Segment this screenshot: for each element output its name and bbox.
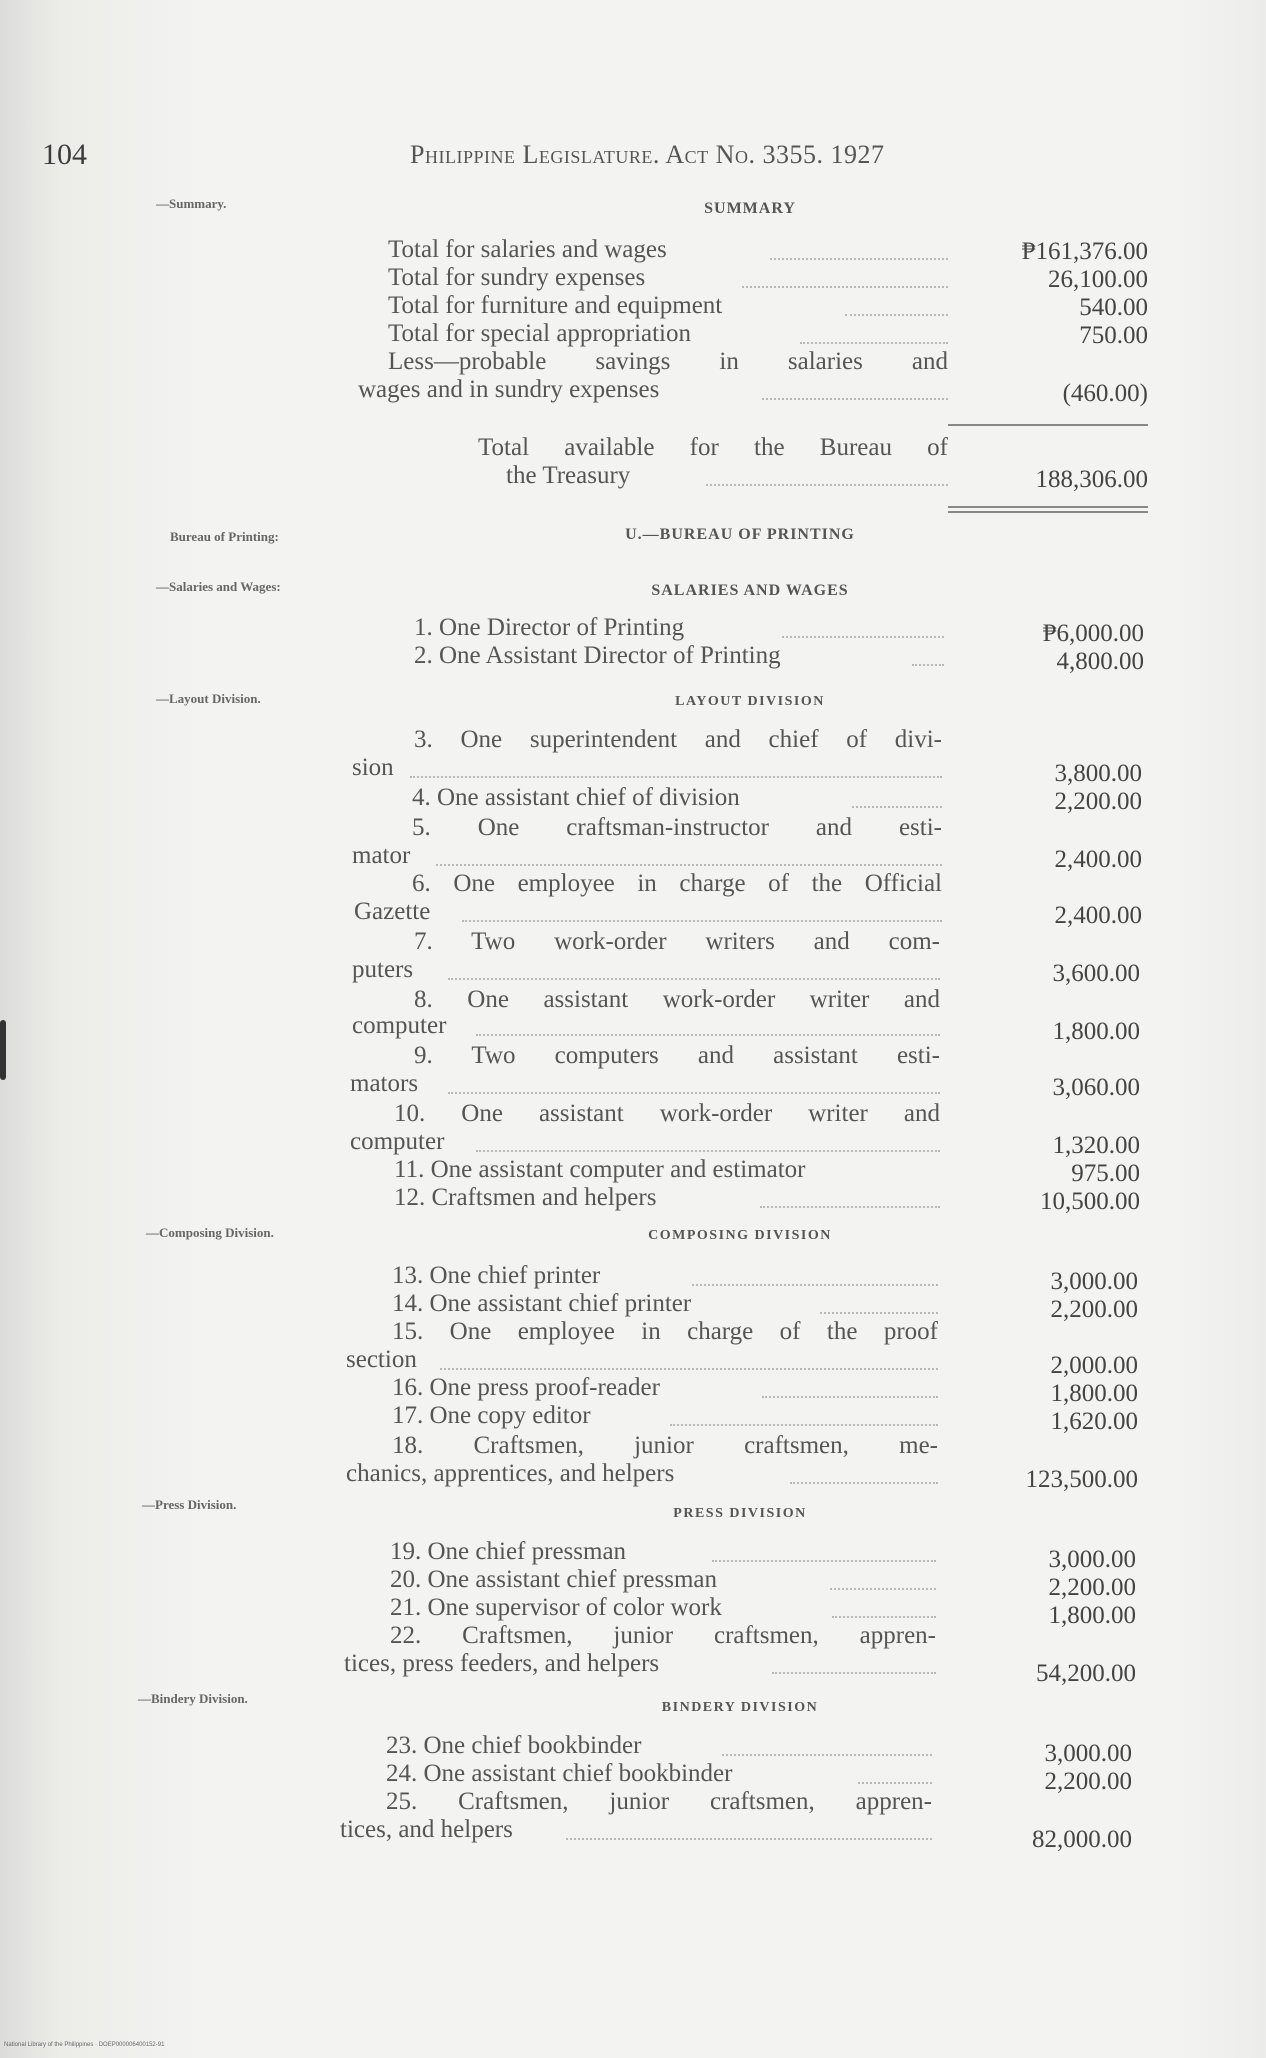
line-item: 6. One employee in charge of the Official <box>412 870 942 897</box>
leader-dots <box>760 1206 940 1208</box>
line-item: 13. One chief printer <box>392 1262 601 1289</box>
summary-line: Total for salaries and wages <box>388 236 667 263</box>
margin-note-bureau: Bureau of Printing: <box>170 529 279 544</box>
double-rule-bottom <box>948 511 1148 513</box>
line-item-cont: tices, press feeders, and helpers <box>344 1650 660 1677</box>
leader-dots <box>770 258 948 260</box>
leader-dots <box>782 636 944 638</box>
line-item-cont: mators <box>350 1070 419 1097</box>
margin-note-press: —Press Division. <box>142 1497 237 1512</box>
line-amount: 82,000.00 <box>1032 1826 1132 1853</box>
line-item-cont: section <box>346 1346 417 1373</box>
line-amount: 2,200.00 <box>1044 1768 1132 1795</box>
line-amount: 10,500.00 <box>1040 1188 1140 1215</box>
summary-line: Total for sundry expenses <box>388 264 646 291</box>
salaries-heading: SALARIES AND WAGES <box>651 582 849 599</box>
leader-dots <box>410 776 942 778</box>
line-item: 2. One Assistant Director of Printing <box>414 642 781 669</box>
line-amount: 3,000.00 <box>1044 1740 1132 1767</box>
summary-amount: 750.00 <box>1079 322 1148 349</box>
line-item-cont: chanics, apprentices, and helpers <box>346 1460 675 1487</box>
line-amount: 123,500.00 <box>1025 1466 1138 1493</box>
leader-dots <box>742 286 948 288</box>
summary-amount: ₱161,376.00 <box>1021 238 1148 265</box>
summary-amount: 26,100.00 <box>1048 266 1148 293</box>
line-item: 14. One assistant chief printer <box>392 1290 692 1317</box>
layout-division-heading: LAYOUT DIVISION <box>675 694 825 709</box>
line-amount: 1,800.00 <box>1050 1380 1138 1407</box>
line-amount: 4,800.00 <box>1056 648 1144 675</box>
line-item-cont: mator <box>352 842 411 869</box>
margin-note-summary: —Summary. <box>156 196 227 211</box>
total-rule <box>948 424 1148 426</box>
line-amount: 1,320.00 <box>1052 1132 1140 1159</box>
bureau-heading: U.—BUREAU OF PRINTING <box>625 526 855 543</box>
summary-amount: 540.00 <box>1079 294 1148 321</box>
line-item-cont: sion <box>352 754 394 781</box>
line-amount: 2,000.00 <box>1050 1352 1138 1379</box>
line-amount: 2,200.00 <box>1048 1574 1136 1601</box>
line-amount: ₱6,000.00 <box>1042 620 1144 647</box>
line-amount: 1,800.00 <box>1052 1018 1140 1045</box>
margin-note-bindery: —Bindery Division. <box>138 1691 248 1706</box>
line-item-cont: puters <box>352 956 414 983</box>
summary-line: Total for furniture and equipment <box>388 292 723 319</box>
composing-division-heading: COMPOSING DIVISION <box>648 1228 832 1243</box>
line-amount: 3,800.00 <box>1054 760 1142 787</box>
leader-dots <box>820 1312 938 1314</box>
line-item: 25. Craftsmen, junior craftsmen, appren- <box>386 1788 932 1815</box>
line-item-cont: computer <box>352 1012 447 1039</box>
summary-line: Total for special appropriation <box>388 320 692 347</box>
leader-dots <box>712 1560 936 1562</box>
line-item: 5. One craftsman-instructor and esti- <box>412 814 942 841</box>
line-item: 1. One Director of Printing <box>414 614 685 641</box>
leader-dots <box>566 1838 932 1840</box>
line-item: 20. One assistant chief pressman <box>390 1566 718 1593</box>
line-item: 9. Two computers and assistant esti- <box>414 1042 940 1069</box>
line-item: 17. One copy editor <box>392 1402 591 1429</box>
line-item: 21. One supervisor of color work <box>390 1594 722 1621</box>
line-item-cont: tices, and helpers <box>340 1816 513 1843</box>
summary-less-amount: (460.00) <box>1062 380 1148 407</box>
leader-dots <box>800 342 948 344</box>
scan-source-note: National Library of the Philippines · DOEP000006400152-91 <box>4 2042 165 2048</box>
leader-dots <box>858 1782 932 1784</box>
leader-dots <box>448 1092 940 1094</box>
summary-less-line2: wages and in sundry expenses <box>358 376 660 403</box>
line-item: 22. Craftsmen, junior craftsmen, appren- <box>390 1622 936 1649</box>
leader-dots <box>722 1754 932 1756</box>
line-amount: 1,800.00 <box>1048 1602 1136 1629</box>
double-rule-top <box>948 506 1148 508</box>
line-amount: 3,600.00 <box>1052 960 1140 987</box>
line-amount: 3,060.00 <box>1052 1074 1140 1101</box>
leader-dots <box>762 1396 938 1398</box>
line-item: 24. One assistant chief bookbinder <box>386 1760 733 1787</box>
line-amount: 1,620.00 <box>1050 1408 1138 1435</box>
summary-heading: SUMMARY <box>704 200 796 217</box>
line-amount: 975.00 <box>1071 1160 1140 1187</box>
leader-dots <box>762 398 948 400</box>
leader-dots <box>462 920 942 922</box>
leader-dots <box>436 864 942 866</box>
page-number: 104 <box>42 138 87 171</box>
leader-dots <box>830 1588 936 1590</box>
line-item: 11. One assistant computer and estimator <box>394 1156 806 1183</box>
leader-dots <box>790 1482 938 1484</box>
line-amount: 2,200.00 <box>1054 788 1142 815</box>
line-item: 18. Craftsmen, junior craftsmen, me- <box>392 1432 938 1459</box>
line-item: 15. One employee in charge of the proof <box>392 1318 938 1345</box>
summary-total-amount: 188,306.00 <box>1035 466 1148 493</box>
leader-dots <box>692 1284 938 1286</box>
press-division-heading: PRESS DIVISION <box>673 1506 807 1521</box>
line-item: 3. One superintendent and chief of divi- <box>414 726 942 753</box>
leader-dots <box>440 1368 938 1370</box>
leader-dots <box>476 1150 940 1152</box>
leader-dots <box>832 1616 936 1618</box>
line-item: 23. One chief bookbinder <box>386 1732 642 1759</box>
line-amount: 2,200.00 <box>1050 1296 1138 1323</box>
line-item: 8. One assistant work-order writer and <box>414 986 940 1013</box>
line-item: 16. One press proof-reader <box>392 1374 660 1401</box>
line-amount: 54,200.00 <box>1036 1660 1136 1687</box>
line-item: 7. Two work-order writers and com- <box>414 928 940 955</box>
line-item: 19. One chief pressman <box>390 1538 627 1565</box>
line-amount: 3,000.00 <box>1050 1268 1138 1295</box>
leader-dots <box>706 484 948 486</box>
line-amount: 2,400.00 <box>1054 902 1142 929</box>
leader-dots <box>912 664 944 666</box>
leader-dots <box>670 1424 938 1426</box>
line-amount: 2,400.00 <box>1054 846 1142 873</box>
leader-dots <box>772 1672 936 1674</box>
line-amount: 3,000.00 <box>1048 1546 1136 1573</box>
summary-total-line1: Total available for the Bureau of <box>478 434 948 461</box>
line-item: 10. One assistant work-order writer and <box>394 1100 940 1127</box>
line-item: 4. One assistant chief of division <box>412 784 740 811</box>
margin-note-salaries: —Salaries and Wages: <box>156 579 281 594</box>
leader-dots <box>852 806 942 808</box>
margin-note-composing: —Composing Division. <box>146 1225 274 1240</box>
summary-total-line2: the Treasury <box>506 462 631 489</box>
bindery-division-heading: BINDERY DIVISION <box>661 1700 819 1715</box>
leader-dots <box>845 314 948 316</box>
margin-note-layout: —Layout Division. <box>156 691 261 706</box>
leader-dots <box>476 1034 940 1036</box>
running-header: Philippine Legislature. Act No. 3355. 1927 <box>410 140 885 169</box>
line-item-cont: Gazette <box>354 898 431 925</box>
line-item-cont: computer <box>350 1128 445 1155</box>
summary-less-line1: Less—probable savings in salaries and <box>388 348 948 375</box>
leader-dots <box>448 978 940 980</box>
line-item: 12. Craftsmen and helpers <box>394 1184 657 1211</box>
